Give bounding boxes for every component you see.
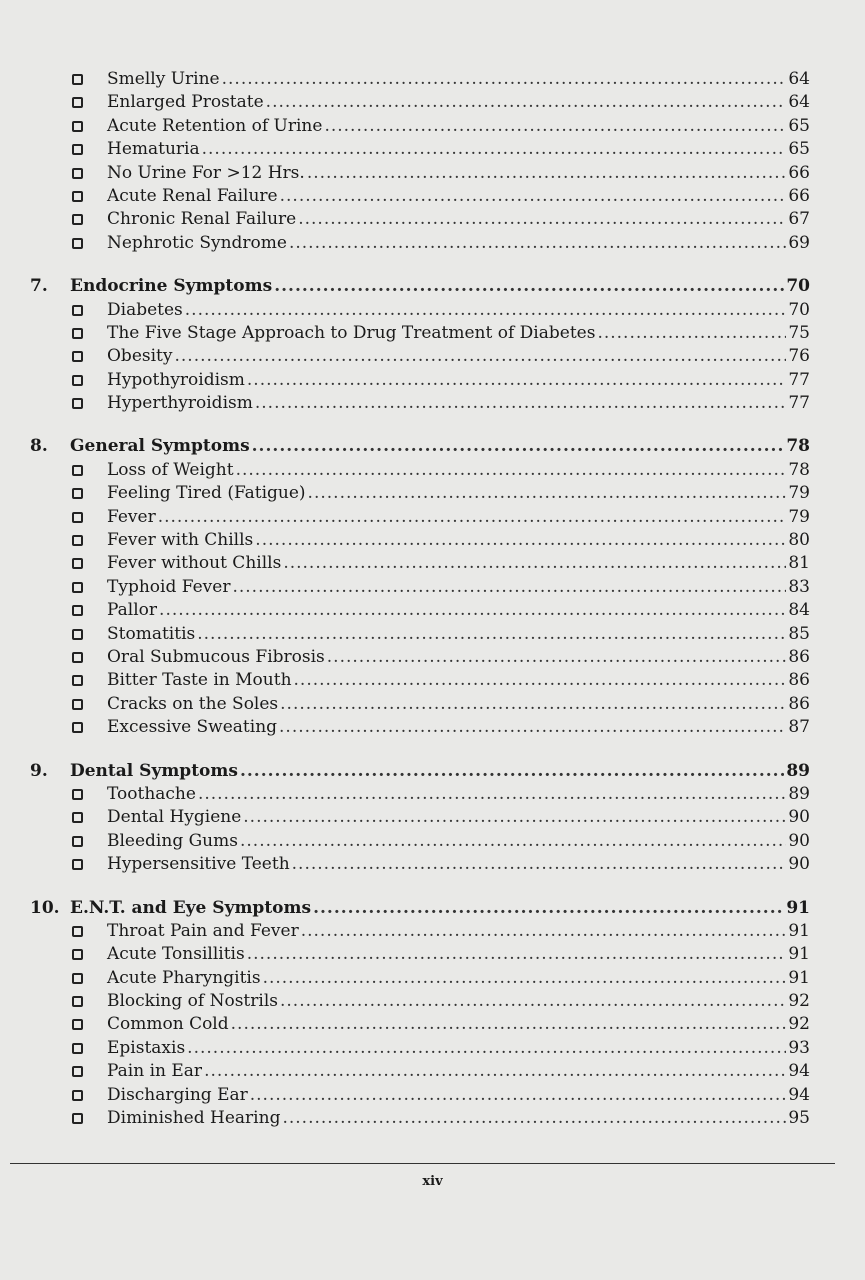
entry-title: Blocking of Nostrils [107,991,278,1012]
entry-title: Pallor [107,600,158,621]
toc-entry [30,392,810,415]
entry-page-number: 65 [788,115,810,136]
section-page-number: 91 [786,897,810,918]
dot-leader [255,392,787,415]
entry-title: Epistaxis [107,1037,186,1058]
checkbox-bullet-icon [72,512,83,523]
dot-leader [292,853,787,876]
toc-entry [30,967,810,990]
dot-leader [247,943,787,966]
checkbox-bullet-icon [72,812,83,823]
toc-entry [30,552,810,575]
dot-leader [197,623,786,646]
entry-page-number: 92 [788,991,810,1012]
dot-leader [185,299,787,322]
toc-entry [30,830,810,853]
entry-page-number: 64 [788,69,810,89]
entry-title: Throat Pain and Fever [107,920,299,941]
entry-title: Feeling Tired (Fatigue) [107,483,306,504]
toc-entry [30,162,810,185]
checkbox-bullet-icon [72,605,83,616]
entry-title: Bitter Taste in Mouth [107,670,292,691]
section-title: E.N.T. and Eye Symptoms [70,897,312,918]
dot-leader [280,185,787,208]
footer-rule [10,1163,835,1164]
dot-leader [597,322,786,345]
checkbox-bullet-icon [72,859,83,870]
checkbox-bullet-icon [72,699,83,710]
toc-entry [30,783,810,806]
toc-entry [30,806,810,829]
checkbox-bullet-icon [72,558,83,569]
checkbox-bullet-icon [72,652,83,663]
dot-leader [240,830,786,853]
entry-title: Oral Submucous Fibrosis [107,646,325,667]
section-title: General Symptoms [70,436,250,457]
checkbox-bullet-icon [72,1066,83,1077]
toc-entry [30,623,810,646]
entry-page-number: 86 [788,646,810,667]
checkbox-bullet-icon [72,375,83,386]
checkbox-bullet-icon [72,238,83,249]
section-number: 10. [30,897,60,918]
checkbox-bullet-icon [72,582,83,593]
checkbox-bullet-icon [72,328,83,339]
entry-page-number: 89 [788,783,810,804]
toc-entry [30,459,810,482]
checkbox-bullet-icon [72,1090,83,1101]
dot-leader [252,435,785,458]
checkbox-bullet-icon [72,789,83,800]
entry-title: Hyperthyroidism [107,393,253,414]
entry-page-number: 90 [788,830,810,851]
entry-title: Hypothyroidism [107,369,245,390]
toc-section [30,897,810,1131]
toc-entry [30,1107,810,1130]
dot-leader [174,345,786,368]
toc-section [30,68,810,255]
toc-entry [30,943,810,966]
entry-title: Acute Tonsillitis [107,944,245,965]
checkbox-bullet-icon [72,926,83,937]
checkbox-bullet-icon [72,836,83,847]
entry-title: Acute Retention of Urine [107,115,323,136]
entry-page-number: 76 [788,346,810,367]
entry-title: Hematuria [107,139,200,160]
dot-leader [298,208,786,231]
entry-page-number: 83 [788,576,810,597]
section-number: 9. [30,760,48,781]
checkbox-bullet-icon [72,144,83,155]
checkbox-bullet-icon [72,74,83,85]
entry-title: Loss of Weight [107,459,234,480]
entry-page-number: 86 [788,670,810,691]
entry-title: Excessive Sweating [107,717,278,738]
entry-title: Diabetes [107,299,183,320]
checkbox-bullet-icon [72,121,83,132]
toc-section [30,435,810,739]
toc-entry [30,369,810,392]
dot-leader [274,275,784,298]
checkbox-bullet-icon [72,973,83,984]
toc-entry [30,299,810,322]
toc-entry [30,1060,810,1083]
entry-page-number: 81 [788,553,810,574]
entry-title: Hypersensitive Teeth [107,854,290,875]
dot-leader [280,693,786,716]
toc-section-heading [30,760,810,783]
toc-entry [30,990,810,1013]
entry-page-number: 91 [788,967,810,988]
entry-page-number: 93 [788,1037,810,1058]
entry-title: Obesity [107,346,173,367]
toc-section-heading [30,435,810,458]
toc-section [30,760,810,877]
entry-title: Cracks on the Soles [107,693,279,714]
dot-leader [294,669,787,692]
entry-title: Stomatitis [107,623,196,644]
checkbox-bullet-icon [72,351,83,362]
dot-leader [308,482,787,505]
checkbox-bullet-icon [72,629,83,640]
checkbox-bullet-icon [72,97,83,108]
entry-page-number: 79 [788,483,810,504]
toc-entry [30,920,810,943]
entry-page-number: 65 [788,139,810,160]
toc-entry [30,138,810,161]
toc-section-heading [30,275,810,298]
entry-title: Enlarged Prostate [107,92,264,113]
section-page-number: 70 [786,276,810,297]
entry-page-number: 86 [788,693,810,714]
toc-entry [30,669,810,692]
entry-page-number: 79 [788,506,810,527]
dot-leader [255,529,786,552]
checkbox-bullet-icon [72,722,83,733]
entry-page-number: 90 [788,854,810,875]
dot-leader [243,806,786,829]
toc-entry [30,576,810,599]
dot-leader [198,783,786,806]
toc-entry [30,716,810,739]
checkbox-bullet-icon [72,214,83,225]
entry-page-number: 91 [788,920,810,941]
entry-page-number: 84 [788,600,810,621]
entry-title: Fever without Chills [107,553,282,574]
entry-title: The Five Stage Approach to Drug Treatment of Diabetes [107,322,596,343]
entry-page-number: 87 [788,717,810,738]
dot-leader [279,716,786,739]
section-page-number: 78 [786,436,810,457]
entry-page-number: 66 [788,185,810,206]
toc-section [30,275,810,415]
toc-entry [30,1037,810,1060]
entry-title: Acute Pharyngitis [107,967,261,988]
entry-page-number: 64 [788,92,810,113]
dot-leader [313,897,784,920]
section-number: 7. [30,276,48,297]
entry-title: Common Cold [107,1014,229,1035]
checkbox-bullet-icon [72,398,83,409]
checkbox-bullet-icon [72,1043,83,1054]
toc-entry [30,506,810,529]
dot-leader [282,1107,786,1130]
dot-leader [327,646,787,669]
checkbox-bullet-icon [72,996,83,1007]
entry-title: Smelly Urine [107,69,220,89]
table-of-contents [30,68,810,1150]
toc-entry [30,482,810,505]
dot-leader [250,1084,787,1107]
entry-title: Chronic Renal Failure [107,209,297,230]
entry-title: Dental Hygiene [107,807,242,828]
checkbox-bullet-icon [72,465,83,476]
toc-entry [30,91,810,114]
entry-title: Typhoid Fever [107,576,231,597]
entry-page-number: 92 [788,1014,810,1035]
dot-leader [307,162,787,185]
checkbox-bullet-icon [72,305,83,316]
entry-title: Nephrotic Syndrome [107,232,287,253]
entry-title: Toothache [107,783,196,804]
entry-title: Acute Renal Failure [107,185,278,206]
entry-page-number: 95 [788,1108,810,1129]
toc-entry [30,853,810,876]
dot-leader [158,506,787,529]
section-number: 8. [30,436,48,457]
entry-page-number: 67 [788,209,810,230]
toc-entry [30,693,810,716]
entry-title: Diminished Hearing [107,1108,281,1129]
dot-leader [266,91,787,114]
dot-leader [289,232,786,255]
entry-page-number: 91 [788,944,810,965]
checkbox-bullet-icon [72,535,83,546]
dot-leader [324,115,786,138]
checkbox-bullet-icon [72,1113,83,1124]
entry-title: Pain in Ear [107,1061,203,1082]
dot-leader [301,920,787,943]
section-page-number: 89 [786,760,810,781]
toc-entry [30,646,810,669]
entry-page-number: 77 [788,393,810,414]
toc-entry [30,322,810,345]
checkbox-bullet-icon [72,1019,83,1030]
checkbox-bullet-icon [72,168,83,179]
dot-leader [280,990,786,1013]
dot-leader [232,576,786,599]
entry-title: Bleeding Gums [107,830,238,851]
dot-leader [240,760,784,783]
toc-entry [30,599,810,622]
entry-page-number: 77 [788,369,810,390]
entry-page-number: 94 [788,1084,810,1105]
toc-entry [30,185,810,208]
dot-leader [283,552,786,575]
dot-leader [263,967,787,990]
checkbox-bullet-icon [72,675,83,686]
entry-title: Fever with Chills [107,530,254,551]
entry-page-number: 69 [788,232,810,253]
entry-page-number: 85 [788,623,810,644]
checkbox-bullet-icon [72,191,83,202]
page-folio: xiv [422,1174,443,1189]
entry-page-number: 75 [788,322,810,343]
toc-entry [30,1013,810,1036]
toc-entry [30,232,810,255]
dot-leader [236,459,787,482]
toc-entry [30,529,810,552]
dot-leader [187,1037,786,1060]
dot-leader [231,1013,787,1036]
entry-title: Fever [107,506,156,527]
checkbox-bullet-icon [72,488,83,499]
entry-title: No Urine For >12 Hrs. [107,162,305,183]
toc-entry [30,115,810,138]
entry-page-number: 78 [788,459,810,480]
dot-leader [222,68,787,91]
toc-section-heading [30,897,810,920]
entry-title: Discharging Ear [107,1084,248,1105]
entry-page-number: 80 [788,530,810,551]
dot-leader [159,599,786,622]
entry-page-number: 90 [788,807,810,828]
dot-leader [202,138,787,161]
entry-page-number: 94 [788,1061,810,1082]
toc-entry [30,68,810,91]
entry-page-number: 70 [788,299,810,320]
toc-entry [30,1084,810,1107]
toc-entry [30,345,810,368]
section-title: Dental Symptoms [70,760,238,781]
dot-leader [204,1060,786,1083]
toc-entry [30,208,810,231]
checkbox-bullet-icon [72,949,83,960]
entry-page-number: 66 [788,162,810,183]
section-title: Endocrine Symptoms [70,276,273,297]
dot-leader [247,369,786,392]
